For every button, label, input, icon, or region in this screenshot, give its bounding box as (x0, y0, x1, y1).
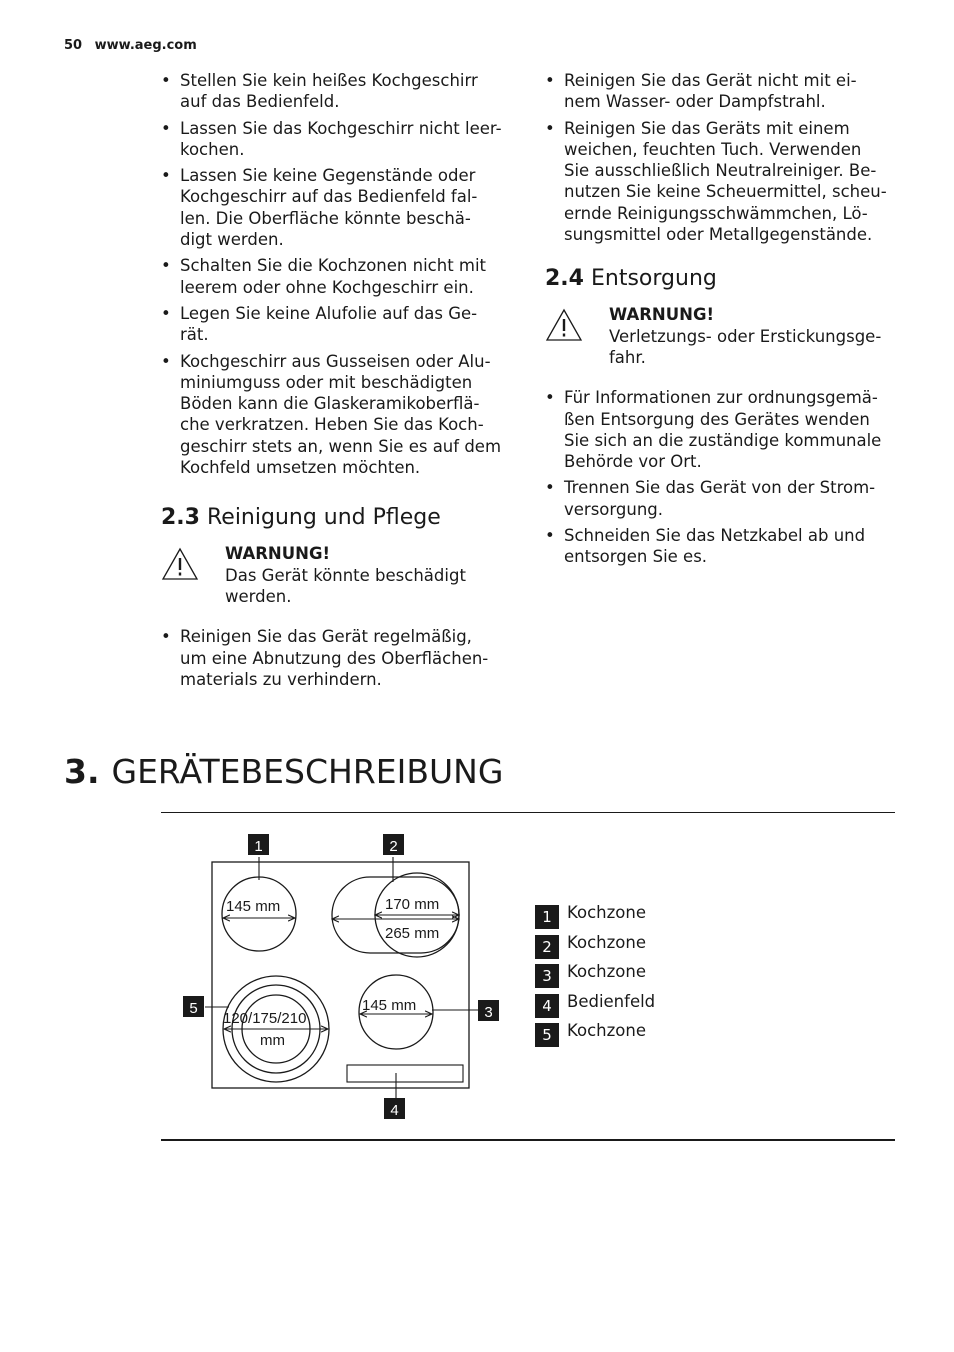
legend-number: 1 (535, 905, 559, 929)
callout-5 (183, 996, 204, 1017)
section-number: 2.3 (161, 505, 200, 531)
left-column (161, 70, 513, 695)
legend-item (535, 992, 655, 1022)
zone-5-unit: mm (260, 1032, 285, 1049)
legend-label: Kochzone (567, 932, 646, 952)
warning-box (545, 304, 897, 368)
legend-label: Kochzone (567, 903, 646, 922)
cooking-zone-5 (205, 976, 329, 1082)
legend-number: 2 (535, 935, 559, 959)
page-number: 50 (64, 38, 83, 53)
warning-text: Das Gerät könnte beschädigt werden. (225, 565, 466, 606)
list-item: • Legen Sie keine Alufolie auf das Ge- rät. (161, 303, 513, 346)
list-item: • Schalten Sie die Kochzonen nicht mit leerem oder ohne Kochgeschirr ein. (161, 255, 513, 298)
legend-label: Bedienfeld (567, 991, 656, 1011)
legend-label: Kochzone (567, 1021, 646, 1040)
legend-number: 5 (535, 1023, 559, 1047)
page-header (64, 38, 197, 53)
callout-1 (248, 834, 269, 855)
warning-box (161, 543, 513, 607)
svg-text:1: 1 (254, 838, 263, 855)
zone-5-size: 120/175/210 (223, 1010, 307, 1027)
callout-4 (384, 1098, 405, 1119)
list-item: • Lassen Sie das Kochgeschirr nicht leer- kochen. (161, 118, 513, 161)
callout-2 (383, 834, 404, 855)
chapter-title-text: GERÄTEBESCHREIBUNG (111, 752, 504, 791)
section-title: Entsorgung (590, 266, 717, 292)
right-column (545, 70, 897, 573)
list-item: • Stellen Sie kein heißes Kochgeschirr auf das Bedienfeld. (161, 70, 513, 113)
list-item: • Für Informationen zur ordnungsgemä- ßen Entsorgung des Gerätes wenden Sie sich an die zuständige kommunale Behörde vor Ort. (545, 387, 897, 472)
zone-1-size: 145 mm (226, 898, 281, 915)
list-item: • Reinigen Sie das Gerät regelmäßig, um eine Abnutzung des Oberflächen- materials zu verhindern. (161, 626, 513, 690)
legend-item (535, 933, 655, 963)
list-item: • Schneiden Sie das Netzkabel ab und entsorgen Sie es. (545, 525, 897, 568)
list-item: • Trennen Sie das Gerät von der Strom- versorgung. (545, 477, 897, 520)
legend-item (535, 1021, 655, 1051)
legend-number: 3 (535, 964, 559, 988)
warning-icon (161, 547, 199, 581)
warning-title: WARNUNG! (609, 305, 715, 325)
bullet-list (545, 70, 897, 245)
legend-label: Kochzone (567, 962, 646, 981)
warning-icon (545, 308, 583, 342)
zone-2-outer-size: 265 mm (385, 925, 440, 942)
section-heading (545, 265, 897, 293)
legend-item (535, 903, 655, 933)
callout-3 (478, 1000, 499, 1021)
svg-text:3: 3 (484, 1004, 493, 1021)
section-number: 2.4 (545, 266, 584, 292)
warning-title: WARNUNG! (225, 544, 331, 564)
control-panel (347, 1065, 463, 1098)
bullet-list (545, 387, 897, 567)
site-url[interactable]: www.aeg.com (94, 38, 197, 53)
list-item: • Reinigen Sie das Geräts mit einem weichen, feuchten Tuch. Verwenden Sie ausschließlich Neutralreiniger. Be- nutzen Sie keine Scheuermittel, scheu- ernde Reinigungsschwämmchen, Lö- sungsmittel oder Metallgegenstände. (545, 118, 897, 246)
chapter-number: 3. (64, 752, 100, 791)
list-item: • Lassen Sie keine Gegenstände oder Kochgeschirr auf das Bedienfeld fal- len. Die Oberfläche könnte beschä- digt werden. (161, 165, 513, 250)
bullet-list (161, 70, 513, 478)
svg-text:2: 2 (389, 838, 398, 855)
section-title: Reinigung und Pflege (206, 505, 441, 531)
zone-3-size: 145 mm (362, 997, 417, 1014)
zone-2-inner-size: 170 mm (385, 896, 440, 913)
section-heading (161, 504, 513, 532)
chapter-title (64, 750, 503, 794)
list-item: • Reinigen Sie das Gerät nicht mit ei- nem Wasser- oder Dampfstrahl. (545, 70, 897, 113)
list-item: • Kochgeschirr aus Gusseisen oder Alu- miniumguss oder mit beschädigten Böden kann die Glaskeramikoberflä- che verkratzen. Heben Sie das Koch- geschirr stets an, wenn Sie es auf dem Kochfeld umsetzen möchten. (161, 351, 513, 479)
divider-top (161, 812, 895, 813)
legend-item (535, 962, 655, 992)
svg-text:5: 5 (189, 1000, 198, 1017)
cooktop-diagram (180, 832, 500, 1122)
diagram-legend (535, 903, 655, 1051)
bullet-list (161, 626, 513, 690)
legend-number: 4 (535, 994, 559, 1018)
warning-text: Verletzungs- oder Erstickungsge- fahr. (609, 326, 882, 367)
divider-bottom (161, 1139, 895, 1141)
svg-text:4: 4 (390, 1102, 399, 1119)
